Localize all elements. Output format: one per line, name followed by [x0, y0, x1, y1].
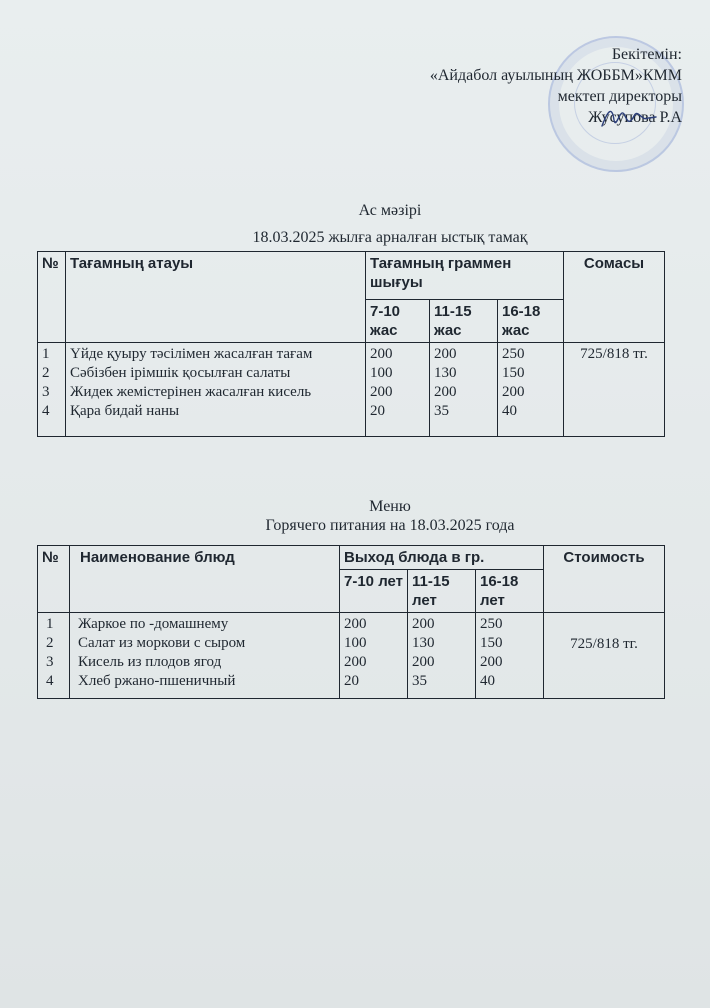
kz-header-age-11-15: 11-15 жас [430, 300, 498, 343]
kz-w1-1: 200 [370, 346, 393, 362]
ru-header-price: Стоимость [544, 546, 665, 613]
ru-title: Меню [369, 498, 411, 515]
kz-weights-11-15 [430, 343, 498, 437]
approval-school: «Айдабол ауылының ЖОББМ»КММ [429, 67, 682, 84]
kz-num-3: 3 [42, 384, 50, 400]
ru-w3-3: 200 [480, 654, 503, 670]
kz-dish-2: Сәбізбен ірімшік қосылған салаты [70, 365, 291, 381]
ru-w3-2: 150 [480, 635, 503, 651]
kz-w1-2: 100 [370, 365, 393, 381]
kz-w3-3: 200 [502, 384, 525, 400]
kz-header-num: № [38, 252, 66, 343]
ru-w3-1: 250 [480, 616, 503, 632]
ru-w2-1: 200 [412, 616, 435, 632]
kz-header-price: Сомасы [564, 252, 665, 343]
kz-header-output: Тағамның граммен шығуы [366, 252, 564, 300]
ru-w2-2: 130 [412, 635, 435, 651]
kz-menu-table [37, 251, 665, 437]
ru-dish-names [70, 613, 340, 699]
ru-price: 725/818 тг. [544, 613, 665, 699]
kz-dish-3: Жидек жемістерінен жасалған кисель [70, 384, 312, 400]
kz-dish-4: Қара бидай наны [70, 403, 180, 419]
ru-header-num: № [38, 546, 70, 613]
kz-weights-16-18 [498, 343, 564, 437]
ru-header-age-7-10: 7-10 лет [340, 570, 408, 613]
ru-w2-4: 35 [412, 673, 427, 689]
ru-dish-1: Жаркое по -домашнему [78, 616, 229, 632]
ru-header-name: Наименование блюд [70, 546, 340, 613]
ru-num-2: 2 [46, 635, 54, 651]
ru-num-4: 4 [46, 673, 54, 689]
ru-subtitle: Горячего питания на 18.03.2025 года [265, 517, 515, 534]
kz-num-1: 1 [42, 346, 50, 362]
ru-header-output: Выход блюда в гр. [340, 546, 544, 570]
ru-weights-16-18 [476, 613, 544, 699]
kz-w3-1: 250 [502, 346, 525, 362]
ru-w1-1: 200 [344, 616, 367, 632]
approval-director: Жусупова Р.А [588, 109, 682, 126]
kz-w2-4: 35 [434, 403, 449, 419]
kz-header-name: Тағамның атауы [66, 252, 366, 343]
kz-w3-2: 150 [502, 365, 525, 381]
kz-title: Ас мәзірі [358, 202, 422, 219]
kz-num-4: 4 [42, 403, 50, 419]
ru-weights-11-15 [408, 613, 476, 699]
ru-weights-7-10 [340, 613, 408, 699]
kz-row-numbers [38, 343, 66, 437]
kz-dish-1: Үйде қуыру тәсілімен жасалған тағам [70, 346, 313, 362]
kz-w2-3: 200 [434, 384, 457, 400]
kz-dish-names [66, 343, 366, 437]
kz-header-age-16-18: 16-18 жас [498, 300, 564, 343]
ru-dish-4: Хлеб ржано-пшеничный [78, 673, 236, 689]
kz-w1-4: 20 [370, 403, 385, 419]
ru-w1-4: 20 [344, 673, 359, 689]
ru-dish-2: Салат из моркови с сыром [78, 635, 246, 651]
kz-header-age-7-10: 7-10 жас [366, 300, 430, 343]
ru-w3-4: 40 [480, 673, 495, 689]
ru-num-3: 3 [46, 654, 54, 670]
ru-row-numbers [38, 613, 70, 699]
kz-w1-3: 200 [370, 384, 393, 400]
ru-w2-3: 200 [412, 654, 435, 670]
ru-num-1: 1 [46, 616, 54, 632]
kz-w3-4: 40 [502, 403, 517, 419]
kz-weights-7-10 [366, 343, 430, 437]
ru-w1-2: 100 [344, 635, 367, 651]
kz-subtitle: 18.03.2025 жылға арналған ыстық тамақ [252, 229, 528, 246]
approval-position: мектеп директоры [557, 88, 682, 105]
kz-price: 725/818 тг. [564, 343, 665, 437]
ru-header-age-11-15: 11-15 лет [408, 570, 476, 613]
ru-header-age-16-18: 16-18 лет [476, 570, 544, 613]
director-signature [598, 100, 658, 136]
approval-heading: Бекітемін: [611, 46, 682, 63]
ru-menu-table [37, 545, 665, 699]
kz-num-2: 2 [42, 365, 50, 381]
kz-w2-2: 130 [434, 365, 457, 381]
kz-w2-1: 200 [434, 346, 457, 362]
ru-dish-3: Кисель из плодов ягод [78, 654, 222, 670]
ru-w1-3: 200 [344, 654, 367, 670]
